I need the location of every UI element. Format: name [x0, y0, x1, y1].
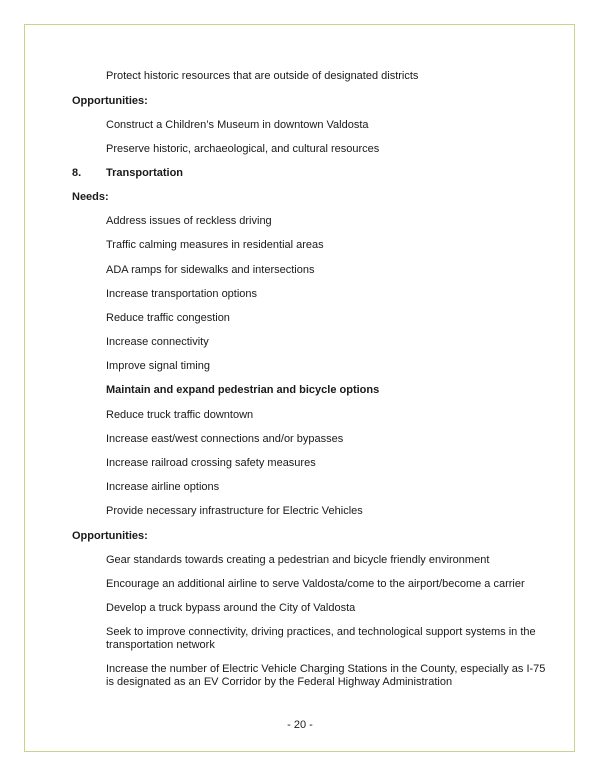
- list-item: Develop a truck bypass around the City of Valdosta: [106, 602, 356, 614]
- list-item: Traffic calming measures in residential areas: [106, 239, 324, 251]
- list-item: Increase connectivity: [106, 336, 209, 348]
- list-item: Gear standards towards creating a pedestrian and bicycle friendly environment: [106, 554, 490, 566]
- opportunities-heading: Opportunities:: [72, 95, 148, 107]
- needs-heading: Needs:: [72, 191, 109, 203]
- list-item: Address issues of reckless driving: [106, 215, 272, 227]
- section-number: 8.: [72, 167, 82, 179]
- list-item: Increase airline options: [106, 481, 220, 493]
- list-item: Increase the number of Electric Vehicle Charging Stations in the County, especially as I-75 is designated as an EV Corridor by the Federal Highway Administration: [106, 663, 546, 688]
- list-item: Improve signal timing: [106, 360, 210, 372]
- list-item: Provide necessary infrastructure for Electric Vehicles: [106, 505, 363, 517]
- list-item: ADA ramps for sidewalks and intersections: [106, 264, 315, 276]
- opportunities-heading: Opportunities:: [72, 530, 148, 542]
- list-item: Increase railroad crossing safety measures: [106, 457, 316, 469]
- list-item: Reduce traffic congestion: [106, 312, 230, 324]
- list-item: Protect historic resources that are outside of designated districts: [106, 70, 419, 82]
- list-item: Increase transportation options: [106, 288, 258, 300]
- list-item: Preserve historic, archaeological, and cultural resources: [106, 143, 380, 155]
- list-item: Seek to improve connectivity, driving practices, and technological support systems in the transportation network: [106, 626, 536, 651]
- list-item: Increase east/west connections and/or bypasses: [106, 433, 344, 445]
- list-item: Construct a Children’s Museum in downtown Valdosta: [106, 119, 369, 131]
- list-item: Encourage an additional airline to serve Valdosta/come to the airport/become a carrier: [106, 578, 525, 590]
- list-item: Reduce truck traffic downtown: [106, 409, 254, 421]
- section-title: Transportation: [106, 167, 184, 179]
- page-number: - 20 -: [287, 719, 313, 731]
- list-item: Maintain and expand pedestrian and bicycle options: [106, 384, 380, 396]
